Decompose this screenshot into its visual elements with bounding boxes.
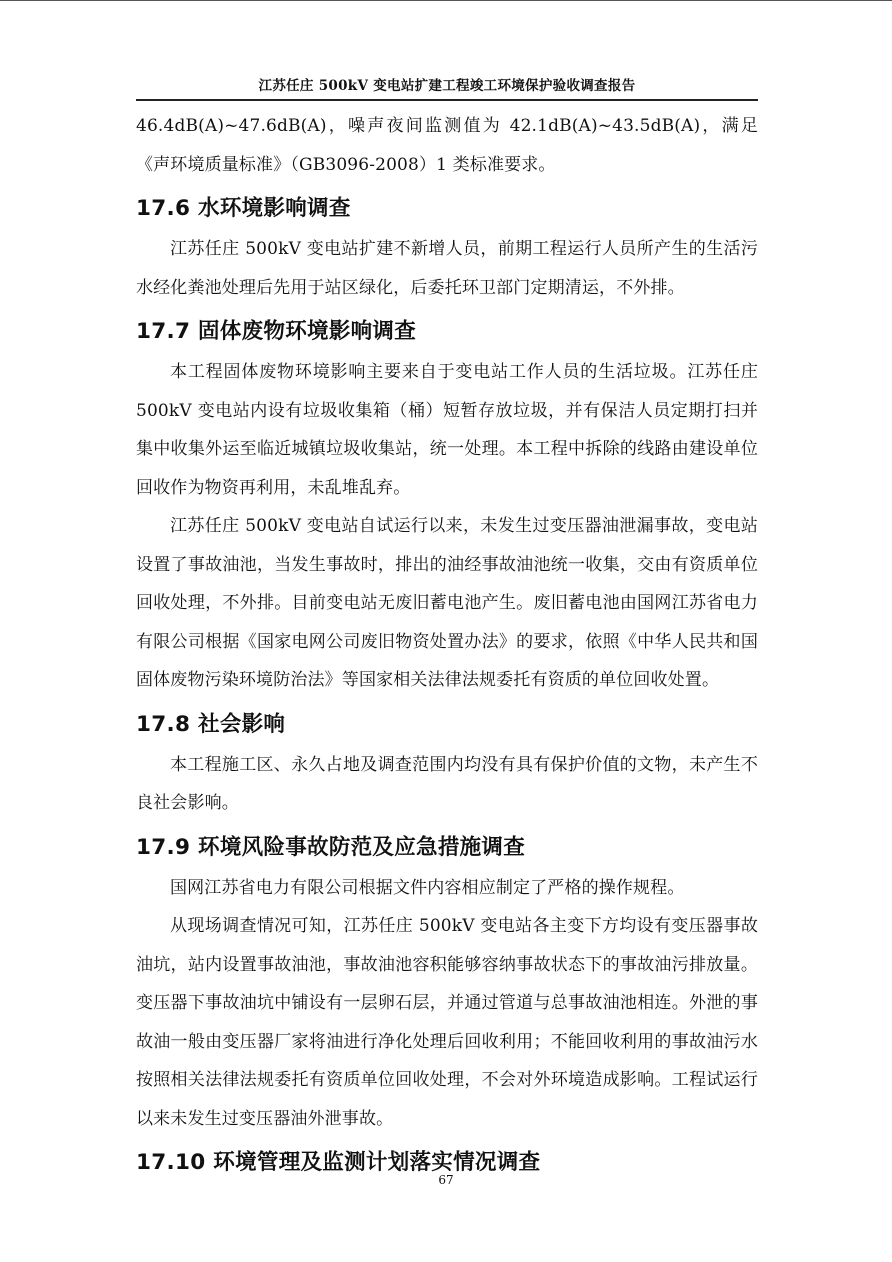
section-heading-17-10: 17.10 环境管理及监测计划落实情况调查 (136, 1150, 541, 1175)
header-rule (136, 99, 758, 101)
section-heading-17-7: 17.7 固体废物环境影响调查 (136, 319, 417, 344)
paragraph-17-8-1: 本工程施工区、永久占地及调查范围内均没有具有保护价值的文物，未产生不良社会影响。 (136, 754, 758, 813)
paragraph-17-7-1: 本工程固体废物环境影响主要来自于变电站工作人员的生活垃圾。江苏任庄 500kV 变电站内设有垃圾收集箱（桶）短暂存放垃圾，并有保洁人员定期打扫并集中收集外运至临近城镇垃圾收集站，统一处理。本工程中拆除的线路由建设单位回收作为物资再利用，未乱堆乱弃。 (136, 362, 758, 498)
page-number: 67 (438, 1173, 454, 1187)
paragraph-17-9-1: 国网江苏省电力有限公司根据文件内容相应制定了严格的操作规程。 (170, 877, 685, 898)
section-heading-17-6: 17.6 水环境影响调查 (136, 196, 351, 221)
section-heading-17-8: 17.8 社会影响 (136, 711, 286, 737)
running-header: 江苏任庄 500kV 变电站扩建工程竣工环境保护验收调查报告 (258, 78, 636, 94)
paragraph-17-7-2: 江苏任庄 500kV 变电站自试运行以来，未发生过变压器油泄漏事故，变电站设置了事故油池，当发生事故时，排出的油经事故油池统一收集，交由有资质单位回收处理，不外排。目前变电站无废旧蓄电池产生。废旧蓄电池由国网江苏省电力有限公司根据《国家电网公司废旧物资处置办法》的要求，依照《中华人民共和国固体废物污染环境防治法》等国家相关法律法规委托有资质的单位回收处置。 (136, 516, 758, 690)
intro-paragraph: 46.4dB(A)~47.6dB(A)，噪声夜间监测值为 42.1dB(A)~43.5dB(A)，满足《声环境质量标准》（GB3096-2008）1 类标准要求。 (136, 116, 758, 175)
page-top-border (0, 0, 892, 1)
paragraph-17-6-1: 江苏任庄 500kV 变电站扩建不新增人员，前期工程运行人员所产生的生活污水经化粪池处理后先用于站区绿化，后委托环卫部门定期清运，不外排。 (136, 239, 758, 298)
document-body (136, 107, 758, 1184)
section-heading-17-9: 17.9 环境风险事故防范及应急措施调查 (136, 834, 526, 860)
paragraph-17-9-2: 从现场调查情况可知，江苏任庄 500kV 变电站各主变下方均设有变压器事故油坑，站内设置事故油池，事故油池容积能够容纳事故状态下的事故油污排放量。变压器下事故油坑中铺设有一层卵石层，并通过管道与总事故油池相连。外泄的事故油一般由变压器厂家将油进行净化处理后回收利用；不能回收利用的事故油污水按照相关法律法规委托有资质单位回收处理，不会对外环境造成影响。工程试运行以来未发生过变压器油外泄事故。 (136, 916, 758, 1129)
